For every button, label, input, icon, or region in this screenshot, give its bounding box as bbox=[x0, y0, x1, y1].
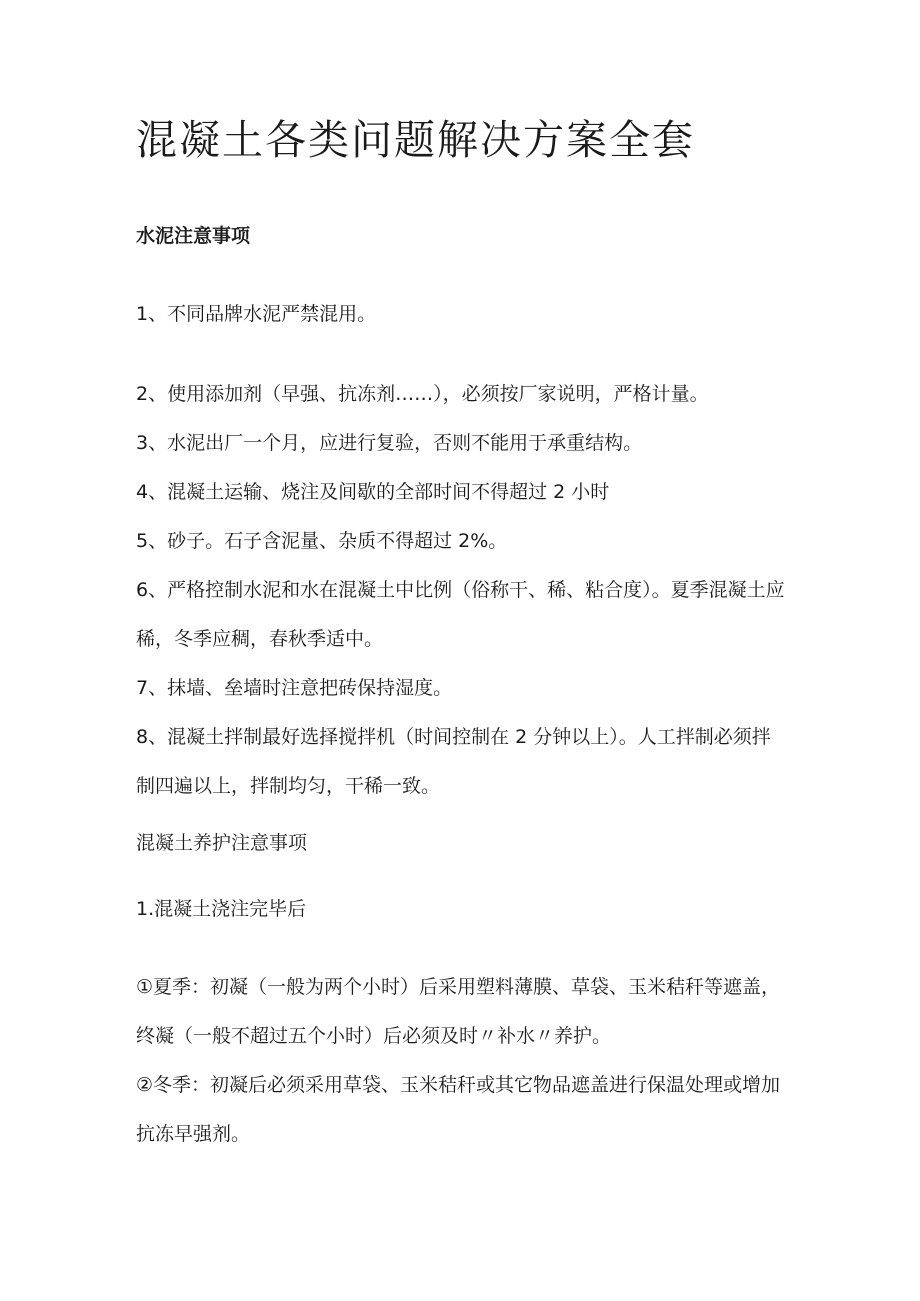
cement-item-6: 6、严格控制水泥和水在混凝土中比例（俗称干、稀、粘合度）。夏季混凝土应稀，冬季应稠，春秋季适中。 bbox=[136, 579, 785, 650]
cement-item-3: 3、水泥出厂一个月，应进行复验，否则不能用于承重结构。 bbox=[136, 432, 643, 454]
curing-summer: ①夏季：初凝（一般为两个小时）后采用塑料薄膜、草袋、玉米秸秆等遮盖，终凝（一般不超过五个小时）后必须及时〃补水〃养护。 bbox=[136, 976, 781, 1047]
cement-item-5: 5、砂子。石子含泥量、杂质不得超过 2%。 bbox=[136, 530, 508, 552]
cement-item-8: 8、混凝土拌制最好选择搅拌机（时间控制在 2 分钟以上）。人工拌制必须拌制四遍以上，拌制均匀，干稀一致。 bbox=[136, 726, 771, 797]
cement-item-2: 2、使用添加剂（早强、抗冻剂……），必须按厂家说明，严格计量。 bbox=[136, 383, 709, 405]
document-title: 混凝土各类问题解决方案全套 bbox=[136, 116, 695, 164]
curing-winter: ②冬季：初凝后必须采用草袋、玉米秸秆或其它物品遮盖进行保温处理或增加抗冻早强剂。 bbox=[136, 1074, 781, 1145]
section-heading-curing: 混凝土养护注意事项 bbox=[136, 832, 308, 854]
section-heading-cement: 水泥注意事项 bbox=[136, 225, 251, 247]
cement-item-4: 4、混凝土运输、烧注及间歇的全部时间不得超过 2 小时 bbox=[136, 481, 610, 503]
subsection-heading: 1.混凝土浇注完毕后 bbox=[136, 898, 307, 920]
cement-item-1: 1、不同品牌水泥严禁混用。 bbox=[136, 303, 377, 325]
cement-item-7: 7、抹墙、垒墙时注意把砖保持湿度。 bbox=[136, 677, 453, 699]
